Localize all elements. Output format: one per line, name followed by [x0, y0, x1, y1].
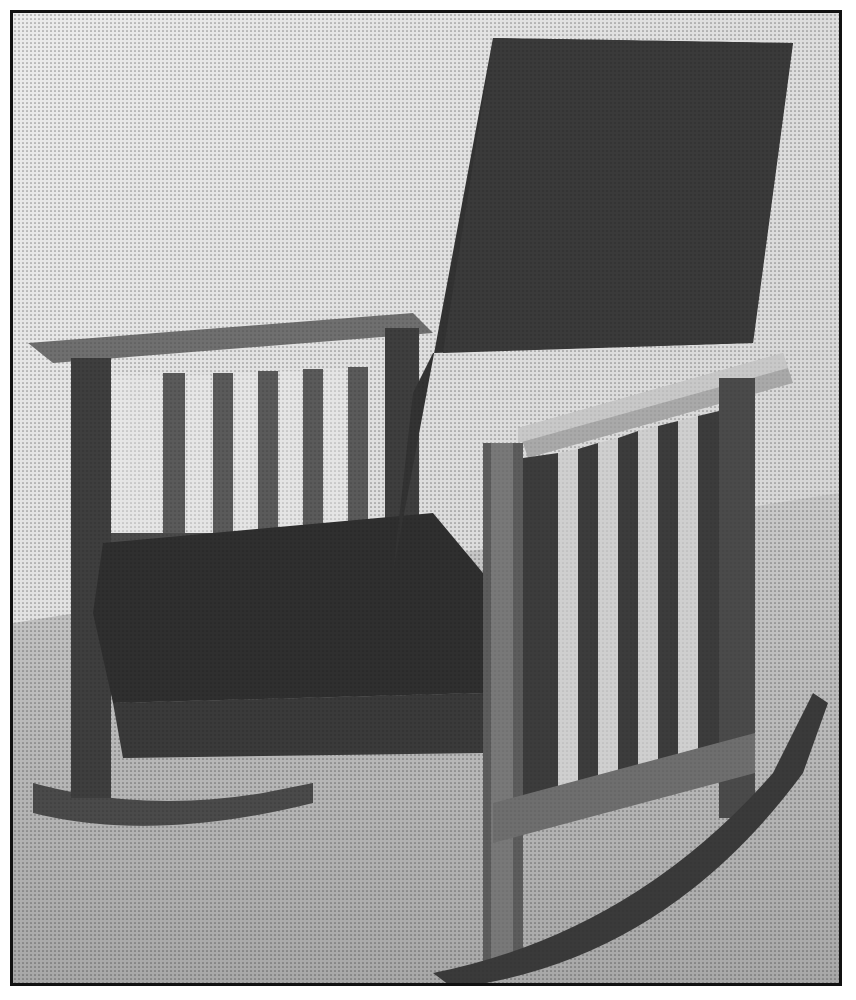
- chair-photo: [13, 13, 839, 983]
- photo-frame: [10, 10, 842, 986]
